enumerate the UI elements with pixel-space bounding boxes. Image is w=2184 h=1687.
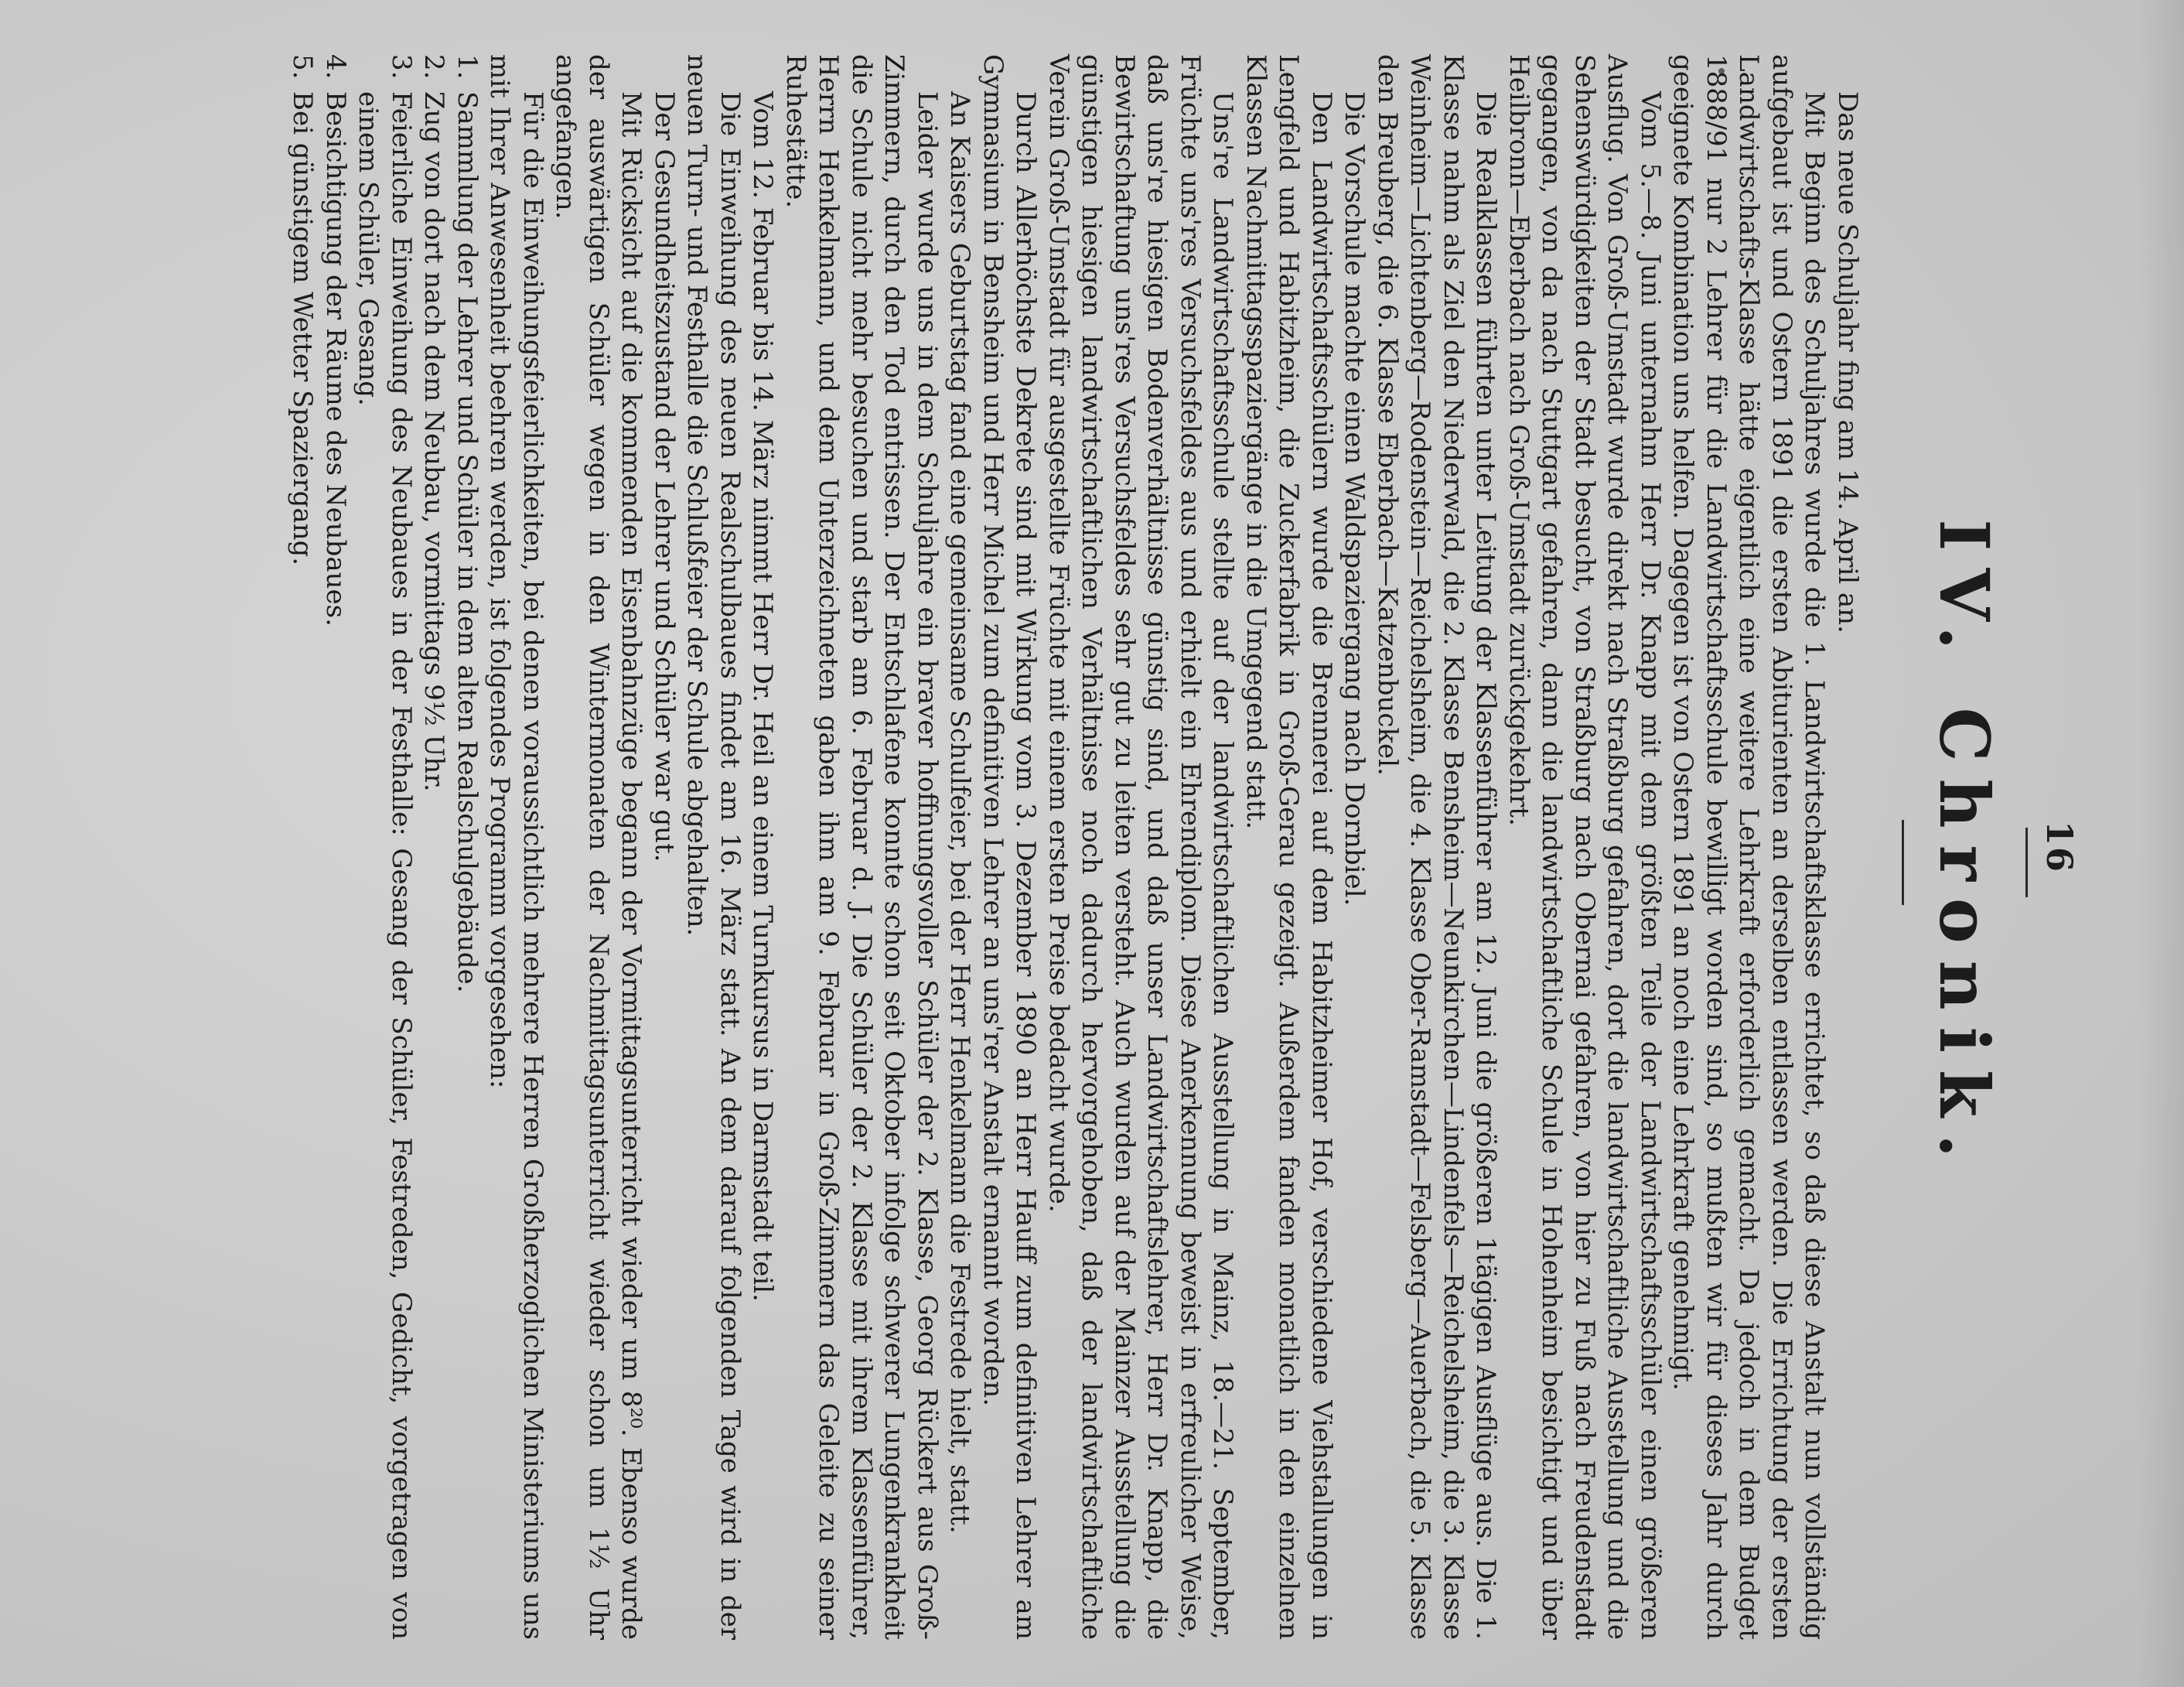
- paragraph-agriculture-class: Mit Beginn des Schuljahres wurde die 1. Landwirtschaftsklasse errichtet, so daß diese Anstalt nun vollständig aufgebaut ist und Ostern 1891 die ersten Abiturienten an derselben entlassen werden. Die Errichtung der ersten Landwirtschafts-Klasse hätte eigentlich eine weitere Lehrkraft erforderlich gemacht. Da jedoch in dem Budget 1888/91 nur 2 Lehrer für die Landwirtschaftsschule bewilligt worden sind, so mußten wir für dieses Jahr durch geeignete Kombination uns helfen. Dagegen ist von Ostern 1891 an noch eine Lehrkraft genehmigt.: [1667, 54, 1831, 1640]
- paragraph-health: Der Gesundheitszustand der Lehrer und Schüler war gut.: [649, 91, 680, 862]
- paragraph-real-class-trips: Die Realklassen führten unter Leitung der Klassenführer am 12. Juni die größeren 1tägigen Ausflüge aus. Die 1. Klasse nahm als Ziel den Niederwald, die 2. Klasse Bensheim—Neunkirchen—Lindenfels—Reichelsheim, die 3. Klasse Weinheim—Lichtenberg—Rodenstein—Reichelsheim, die 4. Klasse Ober-Ramstadt—Felsberg—Auerbach, die 5. Klasse den Breuberg, die 6. Klasse Eberbach—Katzenbuckel.: [1372, 54, 1502, 1640]
- list-item-text: Sammlung der Lehrer und Schüler in dem alten Realschulgebäude.: [452, 91, 483, 993]
- rotated-document-page: [139, 54, 2088, 1640]
- list-item-number: 4.: [320, 54, 351, 80]
- paragraph-schedule: Mit Rücksicht auf die kommenden Eisenbahnzüge begann der Vormittagsunterricht wieder um 8²⁰. Ebenso wurde der auswärtigen Schüler wegen in den Wintermonaten der Nachmittagsunterricht wieder schon um 1½ Uhr angefangen.: [550, 54, 647, 1640]
- list-item-text: Feierliche Einweihung des Neubaues in der Festhalle: Gesang der Schüler, Festreden, Gedicht, vorgetragen von einem Schüler, Gesang.: [353, 91, 417, 1640]
- paragraph-excursion-knapp: Vom 5.—8. Juni unternahm Herr Dr. Knapp mit dem größten Teile der Landwirtschaftsschüler einen größeren Ausflug. Von Groß-Umstadt wurde direkt nach Straßburg gefahren, dort die landwirtschaftliche Ausstellung und die Sehenswürdigkeiten der Stadt besucht, von Straßburg nach Obernai gefahren, von hier zu Fuß nach Freudenstadt gegangen, von da nach Stuttgart gefahren, dann die landwirtschaftliche Schule in Hohenheim besichtigt und über Heilbronn—Eberbach nach Groß-Umstadt zurückgekehrt.: [1503, 54, 1666, 1640]
- list-item-number: 5.: [287, 54, 319, 80]
- paragraph-mainz-exhibition: Uns're Landwirtschaftsschule stellte auf der landwirtschaftlichen Ausstellung in Mainz, 18.—21. September, Früchte uns'res Versuchsfeldes aus und erhielt ein Ehrendiplom. Diese Anerkennung beweist in erfreulicher Weise, daß uns're hiesigen Bodenverhältnisse günstig sind, und daß unser Landwirtschaftslehrer, Herr Dr. Knapp, die Bewirtschaftung uns'res Versuchsfeldes sehr gut zu leiten versteht. Auch wurden auf der Mainzer Ausstellung die günstigen hiesigen landwirtschaftlichen Verhältnisse noch dadurch hervorgehoben, daß der landwirtschaftliche Verein Groß-Umstadt für ausgestellte Früchte mit einem ersten Preise bedacht wurde.: [1043, 54, 1239, 1640]
- list-item-number: 1.: [452, 54, 483, 80]
- list-item: [286, 54, 319, 1640]
- paragraph-student-death: Leider wurde uns in dem Schuljahre ein braver hoffnungsvoller Schüler der 2. Klasse, Georg Rückert aus Groß-Zimmern, durch den Tod entrissen. Der Entschlafene konnte schon seit Oktober infolge schwerer Lungenkrankheit die Schule nicht mehr besuchen und starb am 6. Februar d. J. Die Schüler der 2. Klasse mit ihrem Klassenführer, Herrn Henkelmann, und dem Unterzeichneten gaben ihm am 9. Februar in Groß-Zimmern das Geleite zu seiner Ruhestätte.: [780, 54, 943, 1640]
- list-item-text: Bei günstigem Wetter Spaziergang.: [287, 91, 319, 566]
- list-item-text: Zug von dort nach dem Neubau, vormittags 9½ Uhr.: [418, 91, 450, 792]
- paragraph-decrees: Durch Allerhöchste Dekrete sind mit Wirkung vom 3. Dezember 1890 an Herr Hauff zum definitiven Lehrer am Gymnasium in Bensheim und Herr Michel zum definitiven Lehrer an uns'rer Anstalt ernannt worden.: [978, 54, 1042, 1640]
- list-item: [451, 54, 484, 1640]
- program-list: [286, 54, 483, 1640]
- paragraph-program-intro: Für die Einweihungsfeierlichkeiten, bei denen voraussichtlich mehrere Herren Großherzoglichen Ministeriums uns mit Ihrer Anwesenheit beehren werden, ist folgendes Programm vorgesehen:: [484, 54, 548, 1640]
- list-item-text: Besichtigung der Räume des Neubaues.: [320, 91, 351, 627]
- paragraph-inauguration: Die Einweihung des neuen Realschulbaues findet am 16. März statt. An dem darauf folgenden Tage wird in der neuen Turn- und Festhalle die Schlußfeier der Schule abgehalten.: [681, 54, 746, 1640]
- list-item: [352, 54, 418, 1640]
- list-item: [319, 54, 353, 1640]
- page-number: 16: [2039, 820, 2080, 873]
- list-item-number: 3.: [386, 54, 417, 80]
- chronicle-body: [139, 54, 1864, 1640]
- list-item: [418, 54, 451, 1640]
- paragraph-kaiser-birthday: An Kaisers Geburtstag fand eine gemeinsame Schulfeier, bei der Herr Henkelmann die Festrede hielt, statt.: [944, 91, 976, 1534]
- paragraph-school-year-start: Das neue Schuljahr fing am 14. April an.: [1832, 91, 1863, 633]
- paragraph-preschool-walk: Die Vorschule machte einen Waldspaziergang nach Dornbiel.: [1339, 91, 1370, 907]
- paragraph-turnkursus: Vom 12. Februar bis 14. März nimmt Herr Dr. Heil an einem Turnkursus in Darmstadt teil.: [747, 91, 779, 1302]
- list-item-number: 2.: [418, 54, 450, 80]
- section-title: IV. Chronik.: [1924, 519, 2005, 1175]
- header-rule-bottom: [1902, 820, 1904, 905]
- page-header: [1856, 54, 2088, 1640]
- header-rule-top: [2025, 828, 2028, 897]
- paragraph-farm-visits: Den Landwirtschaftsschülern wurde die Brennerei auf dem Habitzheimer Hof, verschiedene Viehstallungen in Lengfeld und Habitzheim, die Zuckerfabrik in Groß-Gerau gezeigt. Außerdem fanden monatlich in den einzelnen Klassen Nachmittagsspaziergänge in die Umgegend statt.: [1240, 54, 1337, 1640]
- page-edge-shadow: [2138, 0, 2184, 1687]
